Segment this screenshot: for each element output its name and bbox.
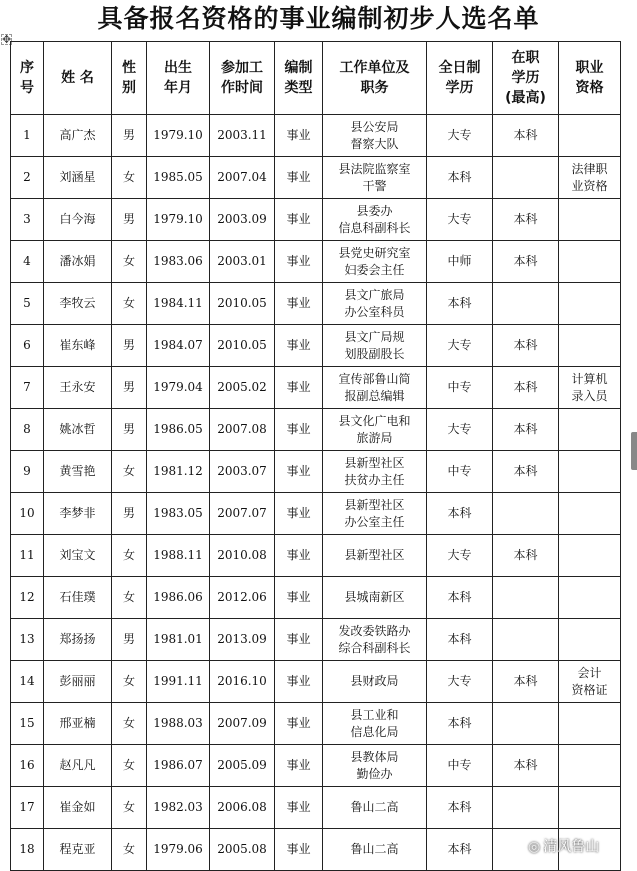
cell-inservice: 本科 — [493, 241, 559, 283]
scroll-handle[interactable] — [631, 432, 637, 470]
cell-no: 14 — [11, 661, 44, 703]
cell-work: 2007.04 — [210, 157, 275, 199]
header-label: (最高) — [505, 90, 546, 106]
cell-inservice — [493, 577, 559, 619]
cell-edu: 中专 — [427, 367, 493, 409]
cell-inservice: 本科 — [493, 661, 559, 703]
cell-birth: 1985.05 — [147, 157, 210, 199]
header-label: 别 — [122, 80, 136, 96]
cell-work: 2010.08 — [210, 535, 275, 577]
cell-line: 办公室科员 — [344, 304, 405, 319]
cell-sex: 女 — [112, 829, 147, 871]
table-header-row — [11, 42, 621, 115]
cell-work: 2012.06 — [210, 577, 275, 619]
cell-work: 2006.08 — [210, 787, 275, 829]
cell-type: 事业 — [275, 661, 323, 703]
cell-birth: 1986.06 — [147, 577, 210, 619]
cell-name: 彭丽丽 — [44, 661, 112, 703]
cell-line: 业资格 — [571, 178, 608, 193]
header-label: 出生 — [164, 60, 192, 76]
cell-type: 事业 — [275, 115, 323, 157]
cell-type: 事业 — [275, 787, 323, 829]
table-row — [11, 745, 621, 787]
header-label: 职务 — [360, 80, 389, 96]
cell-type: 事业 — [275, 493, 323, 535]
cell-unit — [323, 325, 427, 367]
cell-edu: 中师 — [427, 241, 493, 283]
cell-type: 事业 — [275, 451, 323, 493]
cell-edu: 大专 — [427, 535, 493, 577]
cell-work: 2003.11 — [210, 115, 275, 157]
cell-inservice: 本科 — [493, 745, 559, 787]
header-col-qual — [559, 42, 621, 115]
cell-sex: 女 — [112, 745, 147, 787]
cell-work: 2005.02 — [210, 367, 275, 409]
cell-name: 王永安 — [44, 367, 112, 409]
cell-unit — [323, 661, 427, 703]
cell-work: 2007.08 — [210, 409, 275, 451]
cell-sex: 男 — [112, 367, 147, 409]
cell-edu: 大专 — [427, 661, 493, 703]
table-row — [11, 115, 621, 157]
cell-no: 16 — [11, 745, 44, 787]
cell-edu: 中专 — [427, 745, 493, 787]
cell-type: 事业 — [275, 577, 323, 619]
cell-inservice: 本科 — [493, 409, 559, 451]
cell-no: 3 — [11, 199, 44, 241]
cell-unit — [323, 409, 427, 451]
cell-type: 事业 — [275, 283, 323, 325]
header-col-name — [44, 42, 112, 115]
cell-name: 白今海 — [44, 199, 112, 241]
cell-line: 法律职 — [571, 161, 608, 176]
cell-sex: 男 — [112, 409, 147, 451]
header-label: 学历 — [445, 80, 474, 96]
cell-name: 李梦非 — [44, 493, 112, 535]
wechat-logo-icon: ◎ — [528, 839, 541, 855]
cell-inservice: 本科 — [493, 115, 559, 157]
cell-qual — [559, 157, 621, 199]
cell-qual — [559, 577, 621, 619]
cell-sex: 男 — [112, 115, 147, 157]
cell-birth: 1981.12 — [147, 451, 210, 493]
cell-type: 事业 — [275, 535, 323, 577]
cell-no: 15 — [11, 703, 44, 745]
cell-no: 4 — [11, 241, 44, 283]
table-row — [11, 241, 621, 283]
cell-sex: 女 — [112, 157, 147, 199]
cell-unit — [323, 493, 427, 535]
header-col-unit — [323, 42, 427, 115]
cell-sex: 女 — [112, 703, 147, 745]
cell-unit — [323, 157, 427, 199]
cell-type: 事业 — [275, 199, 323, 241]
cell-unit — [323, 451, 427, 493]
cell-work: 2007.09 — [210, 703, 275, 745]
cell-name: 崔东峰 — [44, 325, 112, 367]
page-title: 具备报名资格的事业编制初步人选名单 — [97, 4, 540, 33]
cell-qual — [559, 535, 621, 577]
cell-type: 事业 — [275, 745, 323, 787]
cell-sex: 男 — [112, 325, 147, 367]
cell-type: 事业 — [275, 619, 323, 661]
cell-edu: 本科 — [427, 787, 493, 829]
cell-line: 县文广局规 — [344, 329, 405, 344]
cell-line: 县党史研究室 — [338, 245, 411, 260]
cell-line: 录入员 — [571, 388, 608, 403]
cell-qual — [559, 451, 621, 493]
cell-qual — [559, 661, 621, 703]
cell-no: 9 — [11, 451, 44, 493]
cell-sex: 女 — [112, 535, 147, 577]
cell-edu: 本科 — [427, 493, 493, 535]
table-row — [11, 577, 621, 619]
cell-unit — [323, 241, 427, 283]
header-label: 类型 — [284, 80, 313, 96]
cell-unit — [323, 199, 427, 241]
cell-birth: 1981.01 — [147, 619, 210, 661]
candidate-table — [10, 41, 621, 871]
cell-no: 1 — [11, 115, 44, 157]
cell-name: 赵凡凡 — [44, 745, 112, 787]
cell-birth: 1986.07 — [147, 745, 210, 787]
cell-inservice: 本科 — [493, 325, 559, 367]
cell-sex: 女 — [112, 241, 147, 283]
cell-line: 综合科副科长 — [338, 640, 411, 655]
header-label: 作时间 — [221, 80, 263, 96]
cell-unit — [323, 367, 427, 409]
cell-birth: 1979.04 — [147, 367, 210, 409]
cell-birth: 1983.06 — [147, 241, 210, 283]
cell-unit — [323, 829, 427, 871]
cell-no: 18 — [11, 829, 44, 871]
cell-no: 8 — [11, 409, 44, 451]
cell-birth: 1979.06 — [147, 829, 210, 871]
header-label: 参加工 — [221, 60, 263, 76]
cell-qual — [559, 703, 621, 745]
table-row — [11, 535, 621, 577]
cell-no: 7 — [11, 367, 44, 409]
cell-qual — [559, 493, 621, 535]
cell-edu: 本科 — [427, 157, 493, 199]
cell-line: 县工业和 — [350, 707, 399, 722]
cell-line: 县公安局 — [350, 119, 399, 134]
header-label: 全日制 — [438, 60, 481, 76]
cell-line: 县新型社区 — [344, 455, 405, 470]
cell-sex: 女 — [112, 787, 147, 829]
cell-name: 石佳璞 — [44, 577, 112, 619]
cell-inservice — [493, 787, 559, 829]
cell-work: 2007.07 — [210, 493, 275, 535]
cell-type: 事业 — [275, 325, 323, 367]
header-label: 编制 — [284, 60, 313, 76]
cell-birth: 1984.07 — [147, 325, 210, 367]
cell-inservice — [493, 703, 559, 745]
cell-type: 事业 — [275, 367, 323, 409]
table-row — [11, 703, 621, 745]
cell-line: 旅游局 — [356, 430, 393, 445]
cell-edu: 本科 — [427, 829, 493, 871]
cell-no: 11 — [11, 535, 44, 577]
cell-line: 县新型社区 — [344, 497, 405, 512]
watermark-text: 清风鲁山 — [543, 839, 600, 855]
cell-name: 刘涵星 — [44, 157, 112, 199]
table-row — [11, 199, 621, 241]
cell-work: 2005.09 — [210, 745, 275, 787]
header-col-edu — [427, 42, 493, 115]
cell-birth: 1991.11 — [147, 661, 210, 703]
cell-no: 10 — [11, 493, 44, 535]
cell-line: 计算机 — [571, 371, 608, 386]
cell-birth: 1979.10 — [147, 115, 210, 157]
cell-work: 2010.05 — [210, 325, 275, 367]
cell-edu: 大专 — [427, 115, 493, 157]
cell-inservice — [493, 283, 559, 325]
cell-name: 崔金如 — [44, 787, 112, 829]
cell-no: 13 — [11, 619, 44, 661]
cell-type: 事业 — [275, 829, 323, 871]
cell-no: 17 — [11, 787, 44, 829]
cell-inservice — [493, 493, 559, 535]
cell-line: 县教体局 — [350, 749, 399, 764]
cell-line: 会计 — [577, 665, 602, 680]
header-label: 姓 名 — [61, 70, 94, 86]
table-row — [11, 619, 621, 661]
cell-inservice: 本科 — [493, 199, 559, 241]
cell-work: 2003.09 — [210, 199, 275, 241]
table-row — [11, 787, 621, 829]
cell-type: 事业 — [275, 157, 323, 199]
header-label: 序 — [20, 60, 34, 76]
table-row — [11, 283, 621, 325]
cell-qual — [559, 619, 621, 661]
cell-inservice: 本科 — [493, 451, 559, 493]
cell-work: 2005.08 — [210, 829, 275, 871]
header-label: 性 — [122, 60, 136, 76]
cell-edu: 大专 — [427, 325, 493, 367]
cell-line: 县文化广电和 — [338, 413, 411, 428]
cell-qual — [559, 325, 621, 367]
cell-no: 12 — [11, 577, 44, 619]
cell-sex: 男 — [112, 493, 147, 535]
cell-unit — [323, 535, 427, 577]
cell-line: 县城南新区 — [344, 590, 405, 604]
header-col-work — [210, 42, 275, 115]
cell-line: 妇委会主任 — [344, 262, 405, 277]
cell-work: 2010.05 — [210, 283, 275, 325]
cell-edu: 本科 — [427, 703, 493, 745]
cell-line: 扶贫办主任 — [344, 472, 405, 487]
header-label: 在职 — [511, 50, 540, 66]
cell-line: 信息科副科长 — [338, 220, 411, 235]
header-label: 职业 — [575, 60, 604, 76]
cell-birth: 1988.03 — [147, 703, 210, 745]
cell-line: 鲁山二高 — [350, 800, 399, 814]
cell-name: 黄雪艳 — [44, 451, 112, 493]
cell-birth: 1983.05 — [147, 493, 210, 535]
cell-work: 2003.07 — [210, 451, 275, 493]
cell-line: 信息化局 — [350, 724, 399, 739]
cell-line: 县财政局 — [350, 674, 399, 688]
cell-qual — [559, 283, 621, 325]
cell-name: 郑扬扬 — [44, 619, 112, 661]
cell-sex: 女 — [112, 661, 147, 703]
cell-edu: 大专 — [427, 199, 493, 241]
cell-inservice — [493, 157, 559, 199]
cell-qual — [559, 787, 621, 829]
cell-line: 县委办 — [356, 203, 393, 218]
cell-edu: 本科 — [427, 577, 493, 619]
cell-no: 6 — [11, 325, 44, 367]
cell-inservice — [493, 619, 559, 661]
cell-edu: 本科 — [427, 619, 493, 661]
cell-line: 干警 — [362, 178, 387, 193]
cell-qual — [559, 115, 621, 157]
cell-qual — [559, 409, 621, 451]
cell-birth: 1988.11 — [147, 535, 210, 577]
header-label: 学历 — [511, 70, 540, 86]
cell-birth: 1984.11 — [147, 283, 210, 325]
header-col-no — [11, 42, 44, 115]
cell-line: 督察大队 — [350, 136, 399, 151]
cell-name: 潘冰娟 — [44, 241, 112, 283]
cell-line: 划股副股长 — [344, 346, 405, 361]
header-label: 工作单位及 — [339, 60, 410, 76]
cell-sex: 女 — [112, 283, 147, 325]
cell-birth: 1982.03 — [147, 787, 210, 829]
cell-birth: 1979.10 — [147, 199, 210, 241]
table-row — [11, 325, 621, 367]
table-row — [11, 409, 621, 451]
cell-type: 事业 — [275, 409, 323, 451]
cell-unit — [323, 787, 427, 829]
cell-name: 李牧云 — [44, 283, 112, 325]
cell-unit — [323, 115, 427, 157]
cell-work: 2003.01 — [210, 241, 275, 283]
cell-unit — [323, 703, 427, 745]
table-row — [11, 661, 621, 703]
cell-edu: 中专 — [427, 451, 493, 493]
cell-sex: 男 — [112, 619, 147, 661]
cell-edu: 本科 — [427, 283, 493, 325]
cell-line: 县文广旅局 — [344, 287, 405, 302]
table-row — [11, 493, 621, 535]
cell-sex: 女 — [112, 451, 147, 493]
cell-inservice: 本科 — [493, 535, 559, 577]
cell-inservice: 本科 — [493, 367, 559, 409]
cell-unit — [323, 577, 427, 619]
cell-qual — [559, 367, 621, 409]
cell-name: 姚冰哲 — [44, 409, 112, 451]
cell-line: 报副总编辑 — [344, 388, 405, 403]
header-col-type — [275, 42, 323, 115]
table-row — [11, 367, 621, 409]
watermark — [528, 836, 599, 856]
cell-unit — [323, 619, 427, 661]
header-label: 资格 — [575, 80, 604, 96]
cell-line: 宣传部鲁山简 — [338, 371, 411, 386]
cell-line: 县新型社区 — [344, 548, 405, 562]
cell-line: 发改委铁路办 — [338, 623, 411, 638]
table-row — [11, 157, 621, 199]
cell-line: 县法院监察室 — [338, 161, 411, 176]
cell-name: 邢亚楠 — [44, 703, 112, 745]
cell-unit — [323, 283, 427, 325]
move-anchor-icon[interactable]: ✥ — [2, 33, 12, 46]
cell-line: 办公室主任 — [344, 514, 405, 529]
cell-name: 高广杰 — [44, 115, 112, 157]
cell-birth: 1986.05 — [147, 409, 210, 451]
header-col-birth — [147, 42, 210, 115]
header-label: 年月 — [164, 80, 192, 96]
cell-line: 鲁山二高 — [350, 842, 399, 856]
header-col-inservice — [493, 42, 559, 115]
header-col-sex — [112, 42, 147, 115]
cell-no: 2 — [11, 157, 44, 199]
cell-work: 2013.09 — [210, 619, 275, 661]
cell-qual — [559, 745, 621, 787]
cell-name: 刘宝文 — [44, 535, 112, 577]
cell-sex: 男 — [112, 199, 147, 241]
cell-line: 勤俭办 — [356, 766, 393, 781]
cell-no: 5 — [11, 283, 44, 325]
cell-type: 事业 — [275, 241, 323, 283]
cell-sex: 女 — [112, 577, 147, 619]
header-label: 号 — [20, 80, 34, 96]
cell-unit — [323, 745, 427, 787]
cell-name: 程克亚 — [44, 829, 112, 871]
cell-qual — [559, 241, 621, 283]
cell-qual — [559, 199, 621, 241]
cell-edu: 大专 — [427, 409, 493, 451]
cell-work: 2016.10 — [210, 661, 275, 703]
cell-type: 事业 — [275, 703, 323, 745]
table-row — [11, 451, 621, 493]
cell-line: 资格证 — [571, 682, 608, 697]
